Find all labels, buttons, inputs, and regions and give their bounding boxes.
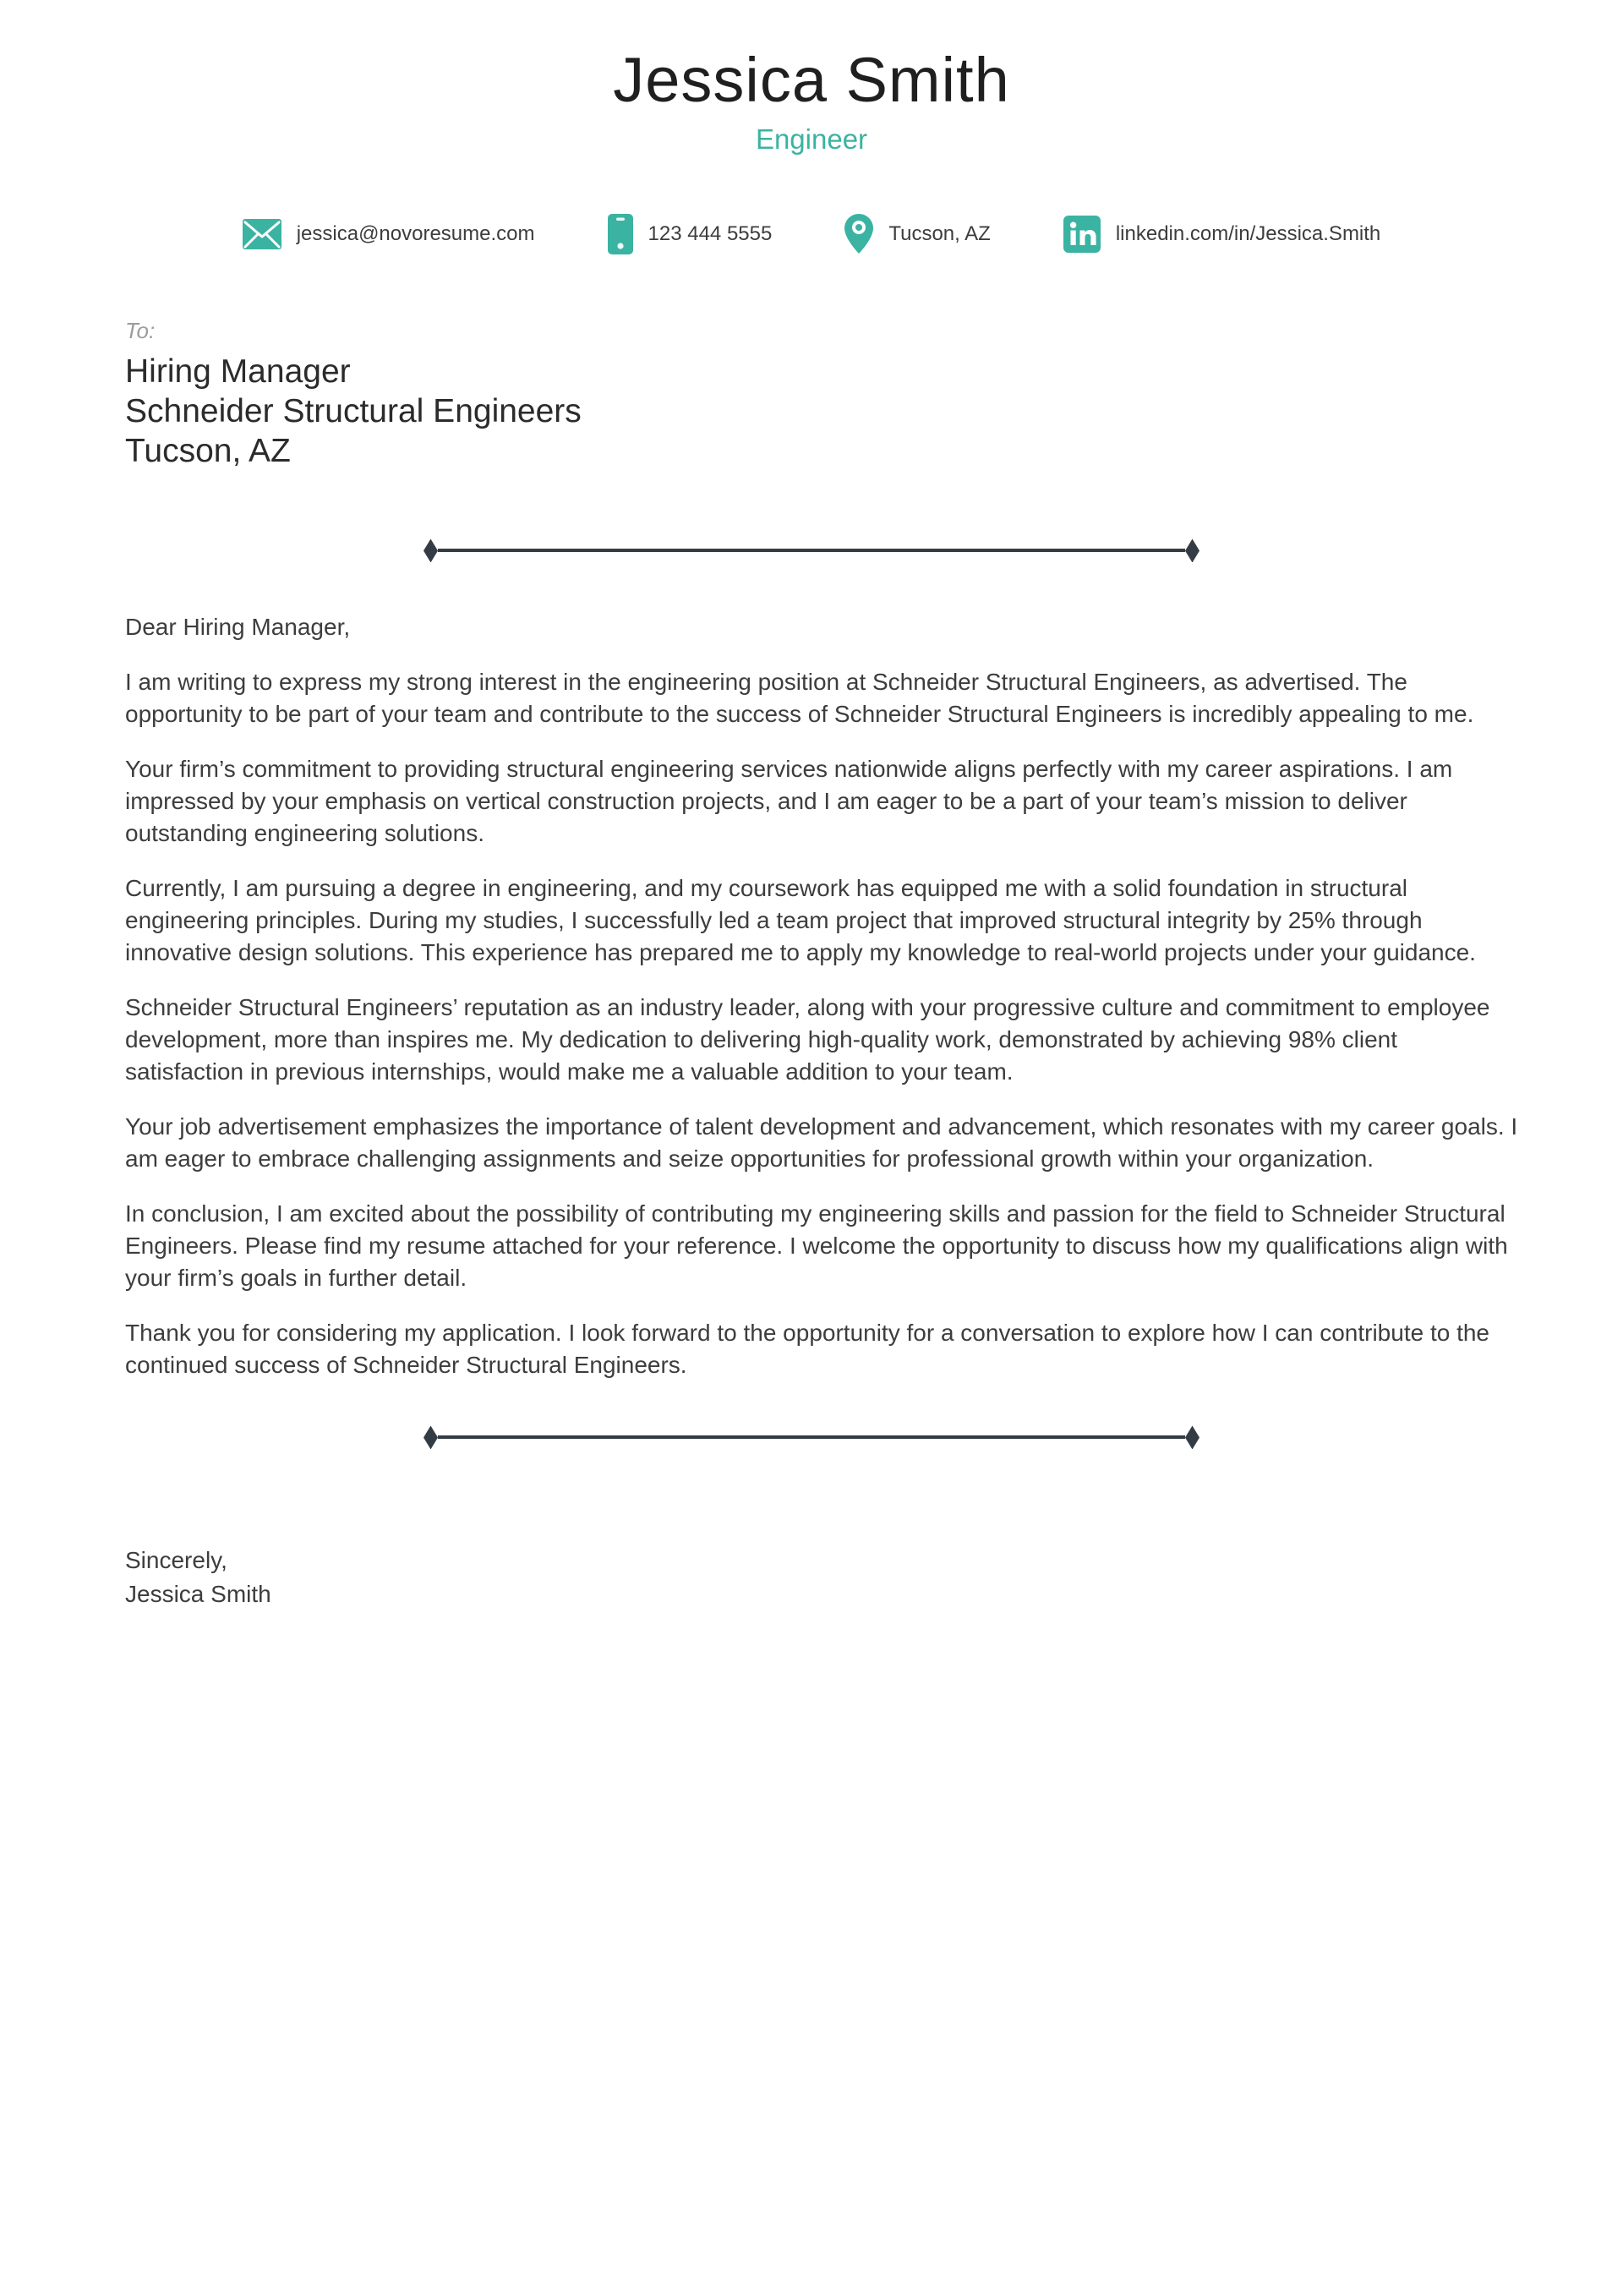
signature-name: Jessica Smith: [125, 1581, 271, 1608]
contact-linkedin: [1063, 216, 1380, 253]
header: [0, 44, 1623, 156]
to-label: To:: [125, 317, 156, 343]
smartphone-icon: [608, 214, 633, 254]
contact-row: [0, 214, 1623, 254]
linkedin-icon: [1063, 216, 1101, 253]
signature-block: [125, 1544, 1623, 1611]
diamond-endpoint-right: [1185, 1425, 1199, 1449]
paragraph-7: Thank you for considering my application. I look forward to the opportunity for a conversation to explore how I can contribute to the continued success of Schneider Structural Engineers.: [125, 1320, 1490, 1379]
person-name: Jessica Smith: [613, 45, 1010, 115]
closing: Sincerely,: [125, 1547, 227, 1574]
paragraph-1: I am writing to express my strong interest in the engineering position at Schneider Structural Engineers, as advertised. The opportunity to be part of your team and contribute to the success of Schneider Structural Engineers is incredibly appealing to me.: [125, 669, 1474, 728]
person-job-title: Engineer: [755, 123, 868, 156]
contact-location-text: Tucson, AZ: [888, 221, 991, 245]
contact-phone: [608, 214, 773, 254]
contact-email-text: jessica@novoresume.com: [296, 221, 535, 245]
contact-location: [844, 214, 991, 254]
paragraph-2: Your firm’s commitment to providing structural engineering services nationwide aligns perfectly with my career aspirations. I am impressed by your emphasis on vertical construction projects, and I am eager to be a part of your team’s mission to deliver outstanding engineering solutions.: [125, 756, 1453, 847]
diamond-endpoint-right: [1185, 538, 1199, 562]
recipient-block: [125, 317, 1623, 472]
recipient-location: Tucson, AZ: [125, 433, 291, 470]
diamond-endpoint-left: [424, 1425, 438, 1449]
paragraph-4: Schneider Structural Engineers’ reputation as an industry leader, along with your progressive culture and commitment to employee development, more than inspires me. My dedication to delivering high-quality work, demonstrated by achieving 98% client satisfaction in previous internships, would make me a valuable addition to your team.: [125, 994, 1490, 1085]
contact-email: [243, 219, 535, 249]
paragraph-3: Currently, I am pursuing a degree in engineering, and my coursework has equipped me with a solid foundation in structural engineering principles. During my studies, I successfully led a team project that improved structural integrity by 25% through innovative design solutions. This experience has prepared me to apply my knowledge to real-world projects under your guidance.: [125, 875, 1476, 966]
divider-line: [438, 1435, 1185, 1439]
salutation: Dear Hiring Manager,: [125, 614, 351, 641]
section-divider-bottom: [424, 1425, 1199, 1449]
diamond-endpoint-left: [424, 538, 438, 562]
divider-line: [438, 549, 1185, 552]
envelope-icon: [243, 219, 281, 249]
contact-linkedin-text: linkedin.com/in/Jessica.Smith: [1115, 221, 1381, 245]
contact-phone-text: 123 444 5555: [648, 221, 773, 245]
paragraph-5: Your job advertisement emphasizes the importance of talent development and advancement, which resonates with my career goals. I am eager to embrace challenging assignments and seize opportunities for professional growth within your organization.: [125, 1113, 1518, 1173]
paragraph-6: In conclusion, I am excited about the possibility of contributing my engineering skills and passion for the field to Schneider Structural Engineers. Please find my resume attached for your reference. I welcome the opportunity to discuss how my qualifications align with your firm’s goals in further detail.: [125, 1200, 1508, 1292]
recipient-name: Hiring Manager: [125, 353, 351, 391]
recipient-company: Schneider Structural Engineers: [125, 393, 582, 430]
location-pin-icon: [844, 214, 873, 254]
letter-body: [125, 611, 1520, 1381]
section-divider-top: [424, 538, 1199, 562]
